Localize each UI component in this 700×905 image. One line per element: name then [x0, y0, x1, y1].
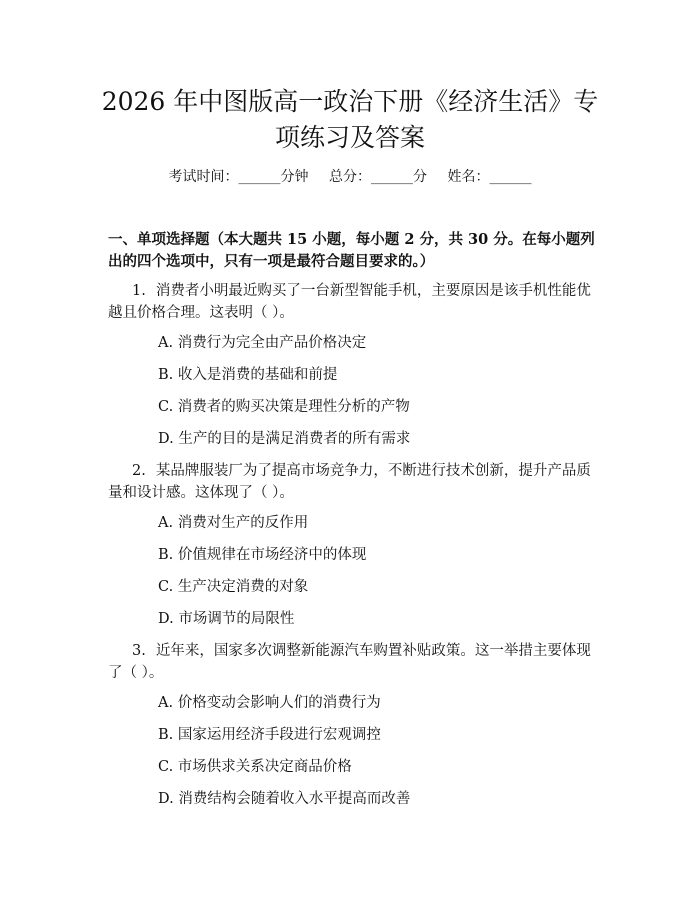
document-title-line-1: 2026 年中图版高一政治下册《经济生活》专 [101, 87, 599, 116]
question-2 [108, 460, 604, 504]
question-stem: 近年来，国家多次调整新能源汽车购置补贴政策。这一举措主要体现了（ ）。 [108, 643, 591, 681]
question-3 [108, 640, 604, 684]
total-score-field: 总分：______分 [329, 169, 427, 185]
section-heading: 一、单项选择题（本大题共 15 小题，每小题 2 分，共 30 分。在每小题列出的四个选项中，只有一项是最符合题目要求的。） [108, 231, 595, 270]
question-2-option-d: D. 市场调节的局限性 [158, 611, 295, 627]
question-1-option-a: A. 消费行为完全由产品价格决定 [158, 335, 367, 351]
question-1-option-c: C. 消费者的购买决策是理性分析的产物 [158, 399, 410, 415]
question-3-option-c: C. 市场供求关系决定商品价格 [158, 759, 352, 775]
question-number: 1. [132, 283, 146, 299]
student-name-field: 姓名：______ [447, 169, 532, 185]
question-3-option-b: B. 国家运用经济手段进行宏观调控 [158, 727, 381, 743]
question-stem: 某品牌服装厂为了提高市场竞争力，不断进行技术创新，提升产品质量和设计感。这体现了（ ）。 [108, 463, 591, 501]
exam-meta [0, 166, 700, 188]
question-3-option-a: A. 价格变动会影响人们的消费行为 [158, 695, 381, 711]
question-stem: 消费者小明最近购买了一台新型智能手机，主要原因是该手机性能优越且价格合理。这表明（ ）。 [108, 283, 591, 321]
question-2-option-b: B. 价值规律在市场经济中的体现 [158, 547, 367, 563]
question-2-option-c: C. 生产决定消费的对象 [158, 579, 309, 595]
question-number: 3. [132, 643, 146, 659]
question-1-option-b: B. 收入是消费的基础和前提 [158, 367, 338, 383]
exam-time-field: 考试时间：______分钟 [168, 169, 309, 185]
question-1 [108, 280, 604, 324]
question-2-option-a: A. 消费对生产的反作用 [158, 515, 309, 531]
document-title-line-2: 项练习及答案 [274, 123, 425, 152]
question-3-option-d: D. 消费结构会随着收入水平提高而改善 [158, 791, 411, 807]
question-number: 2. [132, 463, 146, 479]
question-1-option-d: D. 生产的目的是满足消费者的所有需求 [158, 431, 411, 447]
